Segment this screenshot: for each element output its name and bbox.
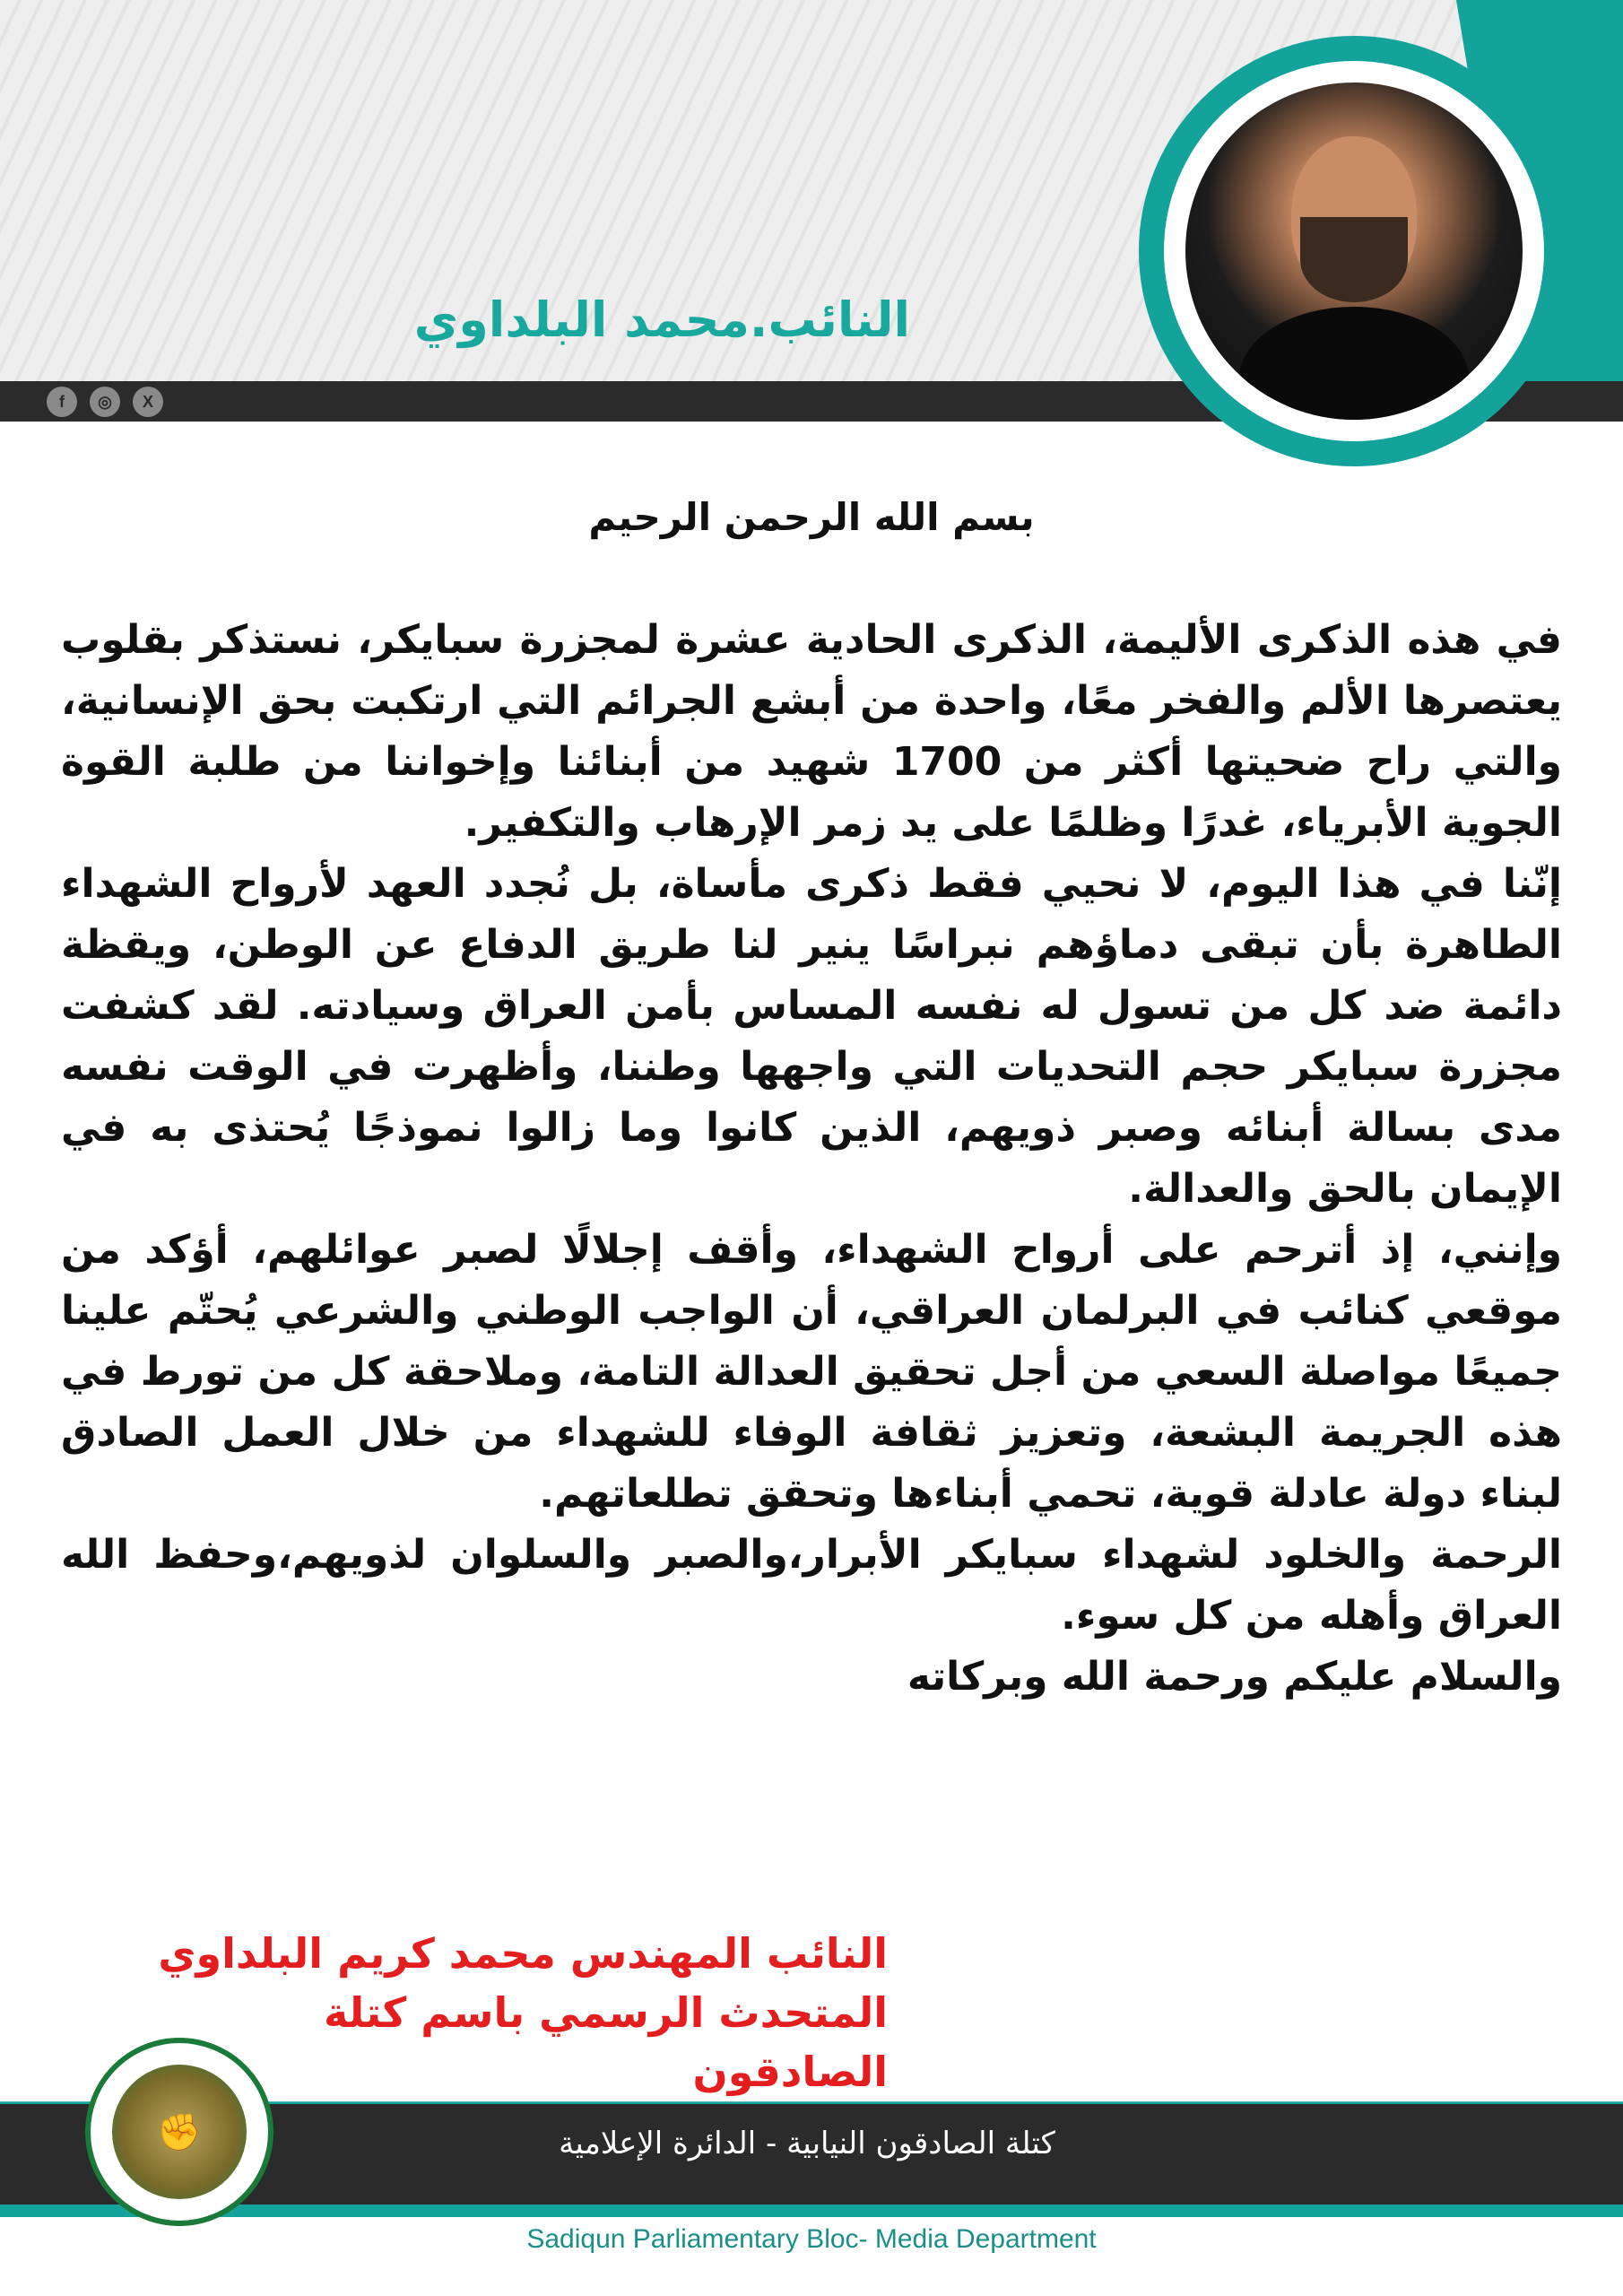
footer-bottom-line bbox=[0, 2205, 1623, 2217]
paragraph-3: وإنني، إذ أترحم على أرواح الشهداء، وأقف إجلالًا لصبر عوائلهم، أؤكد من موقعي كنائب في البرلمان العراقي، أن الواجب الوطني والشرعي يُحتّم علينا جميعًا مواصلة السعي من أجل تحقيق العدالة التامة، وملاحقة كل من تورط في هذه الجريمة البشعة، وتعزيز ثقافة الوفاء للشهداء من خلال العمل الصادق لبناء دولة عادلة قوية، تحمي أبناءها وتحقق تطلعاتهم. bbox=[61, 1227, 1562, 1517]
paragraph-1: في هذه الذكرى الأليمة، الذكرى الحادية عشرة لمجزرة سبايكر، نستذكر بقلوب يعتصرها الألم والفخر معًا، واحدة من أبشع الجرائم التي ارتكبت بحق الإنسانية، والتي راح ضحيتها أكثر من 1700 شهيد من أبنائنا وإخواننا من طلبة القوة الجوية الأبرياء، غدرًا وظلمًا على يد زمر الإرهاب والتكفير. bbox=[61, 617, 1562, 846]
footer-arabic: كتلة الصادقون النيابية - الدائرة الإعلامية bbox=[559, 2126, 1055, 2161]
paragraph-4: الرحمة والخلود لشهداء سبايكر الأبرار،والصبر والسلوان لذويهم،وحفظ الله العراق وأهله من كل سوء. bbox=[61, 1532, 1562, 1639]
portrait-photo bbox=[1185, 83, 1523, 420]
signature-name: النائب المهندس محمد كريم البلداوي bbox=[158, 1929, 888, 1978]
facebook-icon[interactable]: f bbox=[47, 387, 77, 417]
header-name: النائب.محمد البلداوي bbox=[413, 291, 910, 348]
signature-title: المتحدث الرسمي باسم كتلة الصادقون bbox=[324, 1988, 888, 2096]
basmala: بسم الله الرحمن الرحيم bbox=[588, 495, 1035, 539]
statement-body bbox=[61, 610, 1562, 1708]
instagram-icon[interactable]: ◎ bbox=[90, 387, 120, 417]
portrait-beard bbox=[1300, 217, 1408, 302]
social-icons bbox=[47, 387, 163, 417]
bloc-logo bbox=[85, 2038, 273, 2226]
portrait-shirt bbox=[1239, 307, 1469, 420]
paragraph-2: إنّنا في هذا اليوم، لا نحيي فقط ذكرى مأساة، بل نُجدد العهد لأرواح الشهداء الطاهرة بأن تبقى دماؤهم نبراسًا ينير لنا طريق الدفاع عن الوطن، ويقظة دائمة ضد كل من تسول له نفسه المساس بأمن العراق وسيادته. لقد كشفت مجزرة سبايكر حجم التحديات التي واجهها وطننا، وأظهرت في الوقت نفسه مدى بسالة أبنائه وصبر ذويهم، الذين كانوا وما زالوا نموذجًا يُحتذى به في الإيمان بالحق والعدالة. bbox=[61, 861, 1562, 1212]
footer-english: Sadiqun Parliamentary Bloc- Media Department bbox=[526, 2224, 1097, 2254]
fist-icon: ✊ bbox=[112, 2065, 247, 2199]
closing-greeting: والسلام عليكم ورحمة الله وبركاته bbox=[907, 1654, 1562, 1700]
x-icon[interactable]: X bbox=[133, 387, 163, 417]
